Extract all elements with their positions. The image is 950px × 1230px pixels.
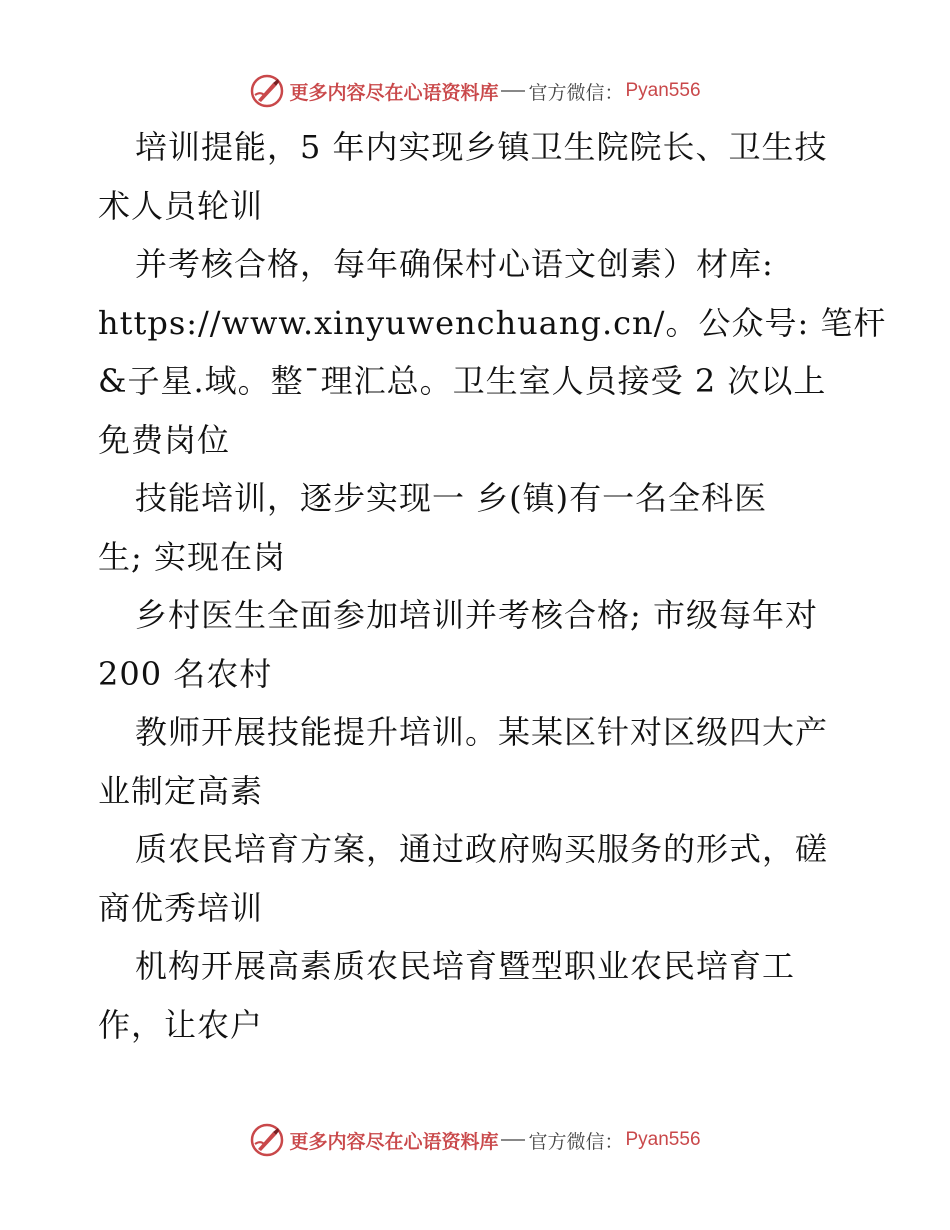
separator-dash [501,90,525,92]
body-line: 商优秀培训 [98,888,264,927]
document-body [98,118,887,1054]
footer-banner [0,1120,950,1160]
body-line: 技能培训，逐步实现一 乡(镇)有一名全科医 [135,479,768,517]
official-wechat-label: 官方微信： [528,1130,624,1153]
quill-pen-logo-icon [249,73,285,109]
body-line: &子星.域。整¯理汇总。卫生室人员接受 2 次以上 [98,362,827,400]
body-line: 术人员轮训 [98,186,264,225]
site-name: 更多内容尽在心语资料库 [289,81,499,104]
site-name: 更多内容尽在心语资料库 [289,1130,499,1153]
header-banner [0,71,950,111]
body-line: 机构开展高素质农民培育暨型职业农民培育工 [135,947,796,985]
body-line: 培训提能，5 年内实现乡镇卫生院院长、卫生技 [135,128,828,166]
body-line: 作，让农户 [98,1005,264,1044]
wechat-id: Pyan556 [625,80,701,101]
body-line: 并考核合格，每年确保村心语文创素）材库: [135,245,774,283]
body-line: 业制定高素 [98,771,264,810]
wechat-id: Pyan556 [625,1129,701,1150]
quill-pen-logo-icon [249,1122,285,1158]
body-line: 生; 实现在岗 [98,537,286,576]
separator-dash [501,1139,525,1141]
body-line: 教师开展技能提升培训。某某区针对区级四大产 [135,713,829,751]
body-line: 免费岗位 [98,420,231,459]
body-line: 乡村医生全面参加培训并考核合格; 市级每年对 [135,596,818,634]
body-line: https://www.xinyuwenchuang.cn/。公众号: 笔杆 [98,303,887,342]
body-line: 质农民培育方案，通过政府购买服务的形式，磋 [135,830,829,868]
body-line: 200 名农村 [98,654,273,693]
official-wechat-label: 官方微信： [528,81,624,104]
